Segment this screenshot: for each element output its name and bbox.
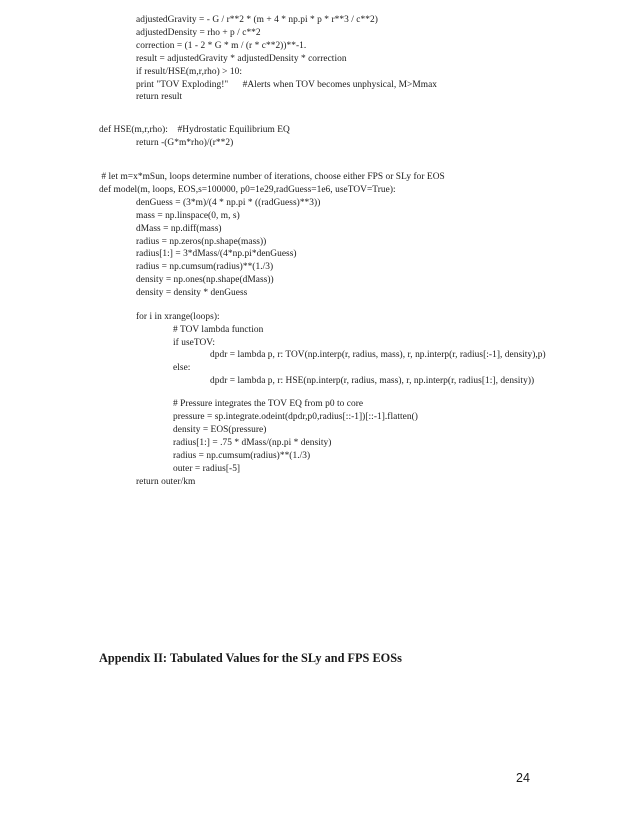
code-line: correction = (1 - 2 * G * m / (r * c**2))**-1. xyxy=(136,41,307,51)
code-comment: # let m=x*mSun, loops determine number of iterations, choose either FPS or SLy for EOS xyxy=(99,172,445,182)
code-line: radius = np.cumsum(radius)**(1./3) xyxy=(173,451,311,461)
code-line: adjustedDensity = rho + p / c**2 xyxy=(136,28,261,38)
code-line: print "TOV Exploding!" #Alerts when TOV becomes unphysical, M>Mmax xyxy=(136,80,438,90)
code-line: def model(m, loops, EOS,s=100000, p0=1e29,radGuess=1e6, useTOV=True): xyxy=(99,185,396,195)
code-line: radius = np.zeros(np.shape(mass)) xyxy=(136,237,267,247)
code-line: density = EOS(pressure) xyxy=(173,425,267,435)
code-line: dpdr = lambda p, r: HSE(np.interp(r, radius, mass), r, np.interp(r, radius[1:], density)) xyxy=(210,376,535,386)
code-line: outer = radius[-5] xyxy=(173,464,241,474)
code-line: radius = np.cumsum(radius)**(1./3) xyxy=(136,262,274,272)
code-line: result = adjustedGravity * adjustedDensity * correction xyxy=(136,54,347,64)
code-line: return -(G*m*rho)/(r**2) xyxy=(136,138,234,148)
code-line: dpdr = lambda p, r: TOV(np.interp(r, radius, mass), r, np.interp(r, radius[:-1], density),p) xyxy=(210,350,546,360)
page-number: 24 xyxy=(516,771,530,785)
code-comment: # TOV lambda function xyxy=(173,325,264,335)
code-line: density = density * denGuess xyxy=(136,288,248,298)
code-line: for i in xrange(loops): xyxy=(136,312,220,322)
code-line: dMass = np.diff(mass) xyxy=(136,224,222,234)
code-line: denGuess = (3*m)/(4 * np.pi * ((radGuess)**3)) xyxy=(136,198,321,208)
code-line: return outer/km xyxy=(136,477,196,487)
code-line: pressure = sp.integrate.odeint(dpdr,p0,radius[::-1])[::-1].flatten() xyxy=(173,412,418,422)
code-line: def HSE(m,r,rho): #Hydrostatic Equilibrium EQ xyxy=(99,125,290,135)
code-line: else: xyxy=(173,363,191,373)
code-comment: # Pressure integrates the TOV EQ from p0 to core xyxy=(173,399,364,409)
code-line: return result xyxy=(136,92,183,102)
code-line: mass = np.linspace(0, m, s) xyxy=(136,211,240,221)
code-line: adjustedGravity = - G / r**2 * (m + 4 * np.pi * p * r**3 / c**2) xyxy=(136,15,378,25)
code-line: radius[1:] = 3*dMass/(4*np.pi*denGuess) xyxy=(136,249,297,259)
code-line: if useTOV: xyxy=(173,338,216,348)
appendix-heading: Appendix II: Tabulated Values for the SLy and FPS EOSs xyxy=(99,651,402,665)
code-line: density = np.ones(np.shape(dMass)) xyxy=(136,275,274,285)
code-line: radius[1:] = .75 * dMass/(np.pi * density) xyxy=(173,438,332,448)
code-line: if result/HSE(m,r,rho) > 10: xyxy=(136,67,243,77)
